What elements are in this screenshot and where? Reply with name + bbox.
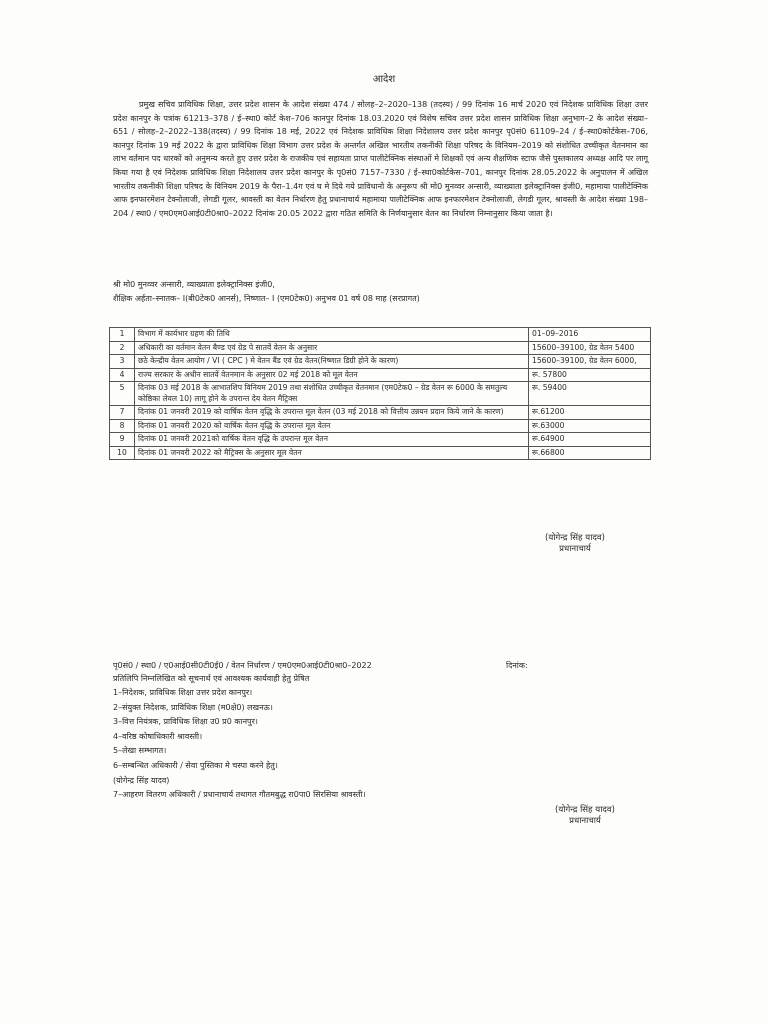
list-item: 1–निदेशक, प्राविधिक शिक्षा उत्तर प्रदेश कानपुर। bbox=[113, 688, 253, 697]
list-item: (योगेन्द्र सिंह यादव) bbox=[113, 775, 170, 785]
row-value: रू. 57800 bbox=[529, 368, 651, 382]
qualification-line: शैक्षिक अर्हता–स्नातक– I(बी0टेक0 आनर्स), निष्णात– I (एम0टेक0) अनुभव 01 वर्ष 08 माह (सरप्रागत) bbox=[113, 294, 420, 303]
copy-reference-number: पृ0सं0 / स्था0 / ए0आई0सी0टी0ई0 / वेतन निर्धारण / एम0एम0आई0टी0श्रा0–2022 bbox=[113, 661, 372, 670]
order-body-paragraph: प्रमुख सचिव प्राविधिक शिक्षा, उत्तर प्रदेश शासन के आदेश संख्या 474 / सोलह–2–2020–138 (तदस्य) / 99 दिनांक 16 मार्च 2020 एवं निदेशक प्राविधिक शिक्षा उत्तर प्रदेश कानपुर के पत्रांक 61213–378 / ई–स्था0 कोर्ट केश–706 कानपुर दिनांक 18.03.2020 एवं विशेष सचिव उत्तर प्रदेश शासन प्राविधिक शिक्षा अनुभाग–2 के आदेश संख्या–651 / सोलह–2–2022–138(तदस्य) / 99 दिनांक 18 मई, 2022 एवं निदेशक प्राविधिक शिक्षा निदेशालय उत्तर प्रदेश कानपुर पृ0सं0 61109–24 / ई–स्था0कोर्टकेस–706, कानपुर दिनांक 19 मई 2022 के द्वारा प्राविधिक शिक्षा विभाग उत्तर प्रदेश के अन्तर्गत अखिल भारतीय तकनीकी शिक्षा परिषद के विनियम–2019 को संशोधित उच्चीकृत वेतनमान का लाभ वर्तमान पद धारकों को अनुमन्य करते हुए उत्तर प्रदेश के राजकीय एवं सहायता प्राप्त पालीटेक्निक संस्थाओं मे शिक्षकों एवं अन्य शैक्षणिक स्टाफ जैसे पुस्तकालय अध्यक्ष आदि पर लागू किया गया है एवं निदेशक प्राविधिक शिक्षा निदेशालय उत्तर प्रदेश कानपुर के पृ0सं0 7157–7330 / ई–स्था0कोर्टकेस–701, कानपुर दिनांक 28.05.2022 के अनुपालन में अखिल भारतीय तकनीकी शिक्षा परिषद के विनियम 2019 के पैरा–1.4ग एवं घ मे दिये गये प्राविधानो के अनुरूप श्री मो0 मुनव्वर अन्सारी, व्याख्याता इलेक्ट्रानिक्स इंजी0, महामाया पालीटेक्निक आफ इनफारमेशन टेक्नोलाजी, लेगडी गूलर, श्रावस्ती का वेतन निर्धारण हेतु प्रधानाचार्य महामाया पालीटेक्निक आफ इनफारमेशन टेक्नोलाजी, लेगडी गूलर, श्रावस्ती के आदेश संख्या 198–204 / स्था0 / एम0एम0आई0टी0श्रा0–2022 दिनांक 20.05 2022 द्वारा गठित समिति के निर्णयानुसार वेतन का निर्धारण निम्नानुसार किया जाता है। bbox=[113, 100, 648, 218]
table-row bbox=[110, 406, 651, 420]
row-serial: 8 bbox=[110, 419, 135, 433]
list-item: 4–वरिष्ठ कोषाधिकारी श्रावस्ती। bbox=[113, 731, 203, 741]
copy-reference-line bbox=[113, 660, 653, 671]
signature-block-1 bbox=[520, 532, 630, 554]
row-value: 01–09–2016 bbox=[529, 328, 651, 342]
row-item: दिनांक 01 जनवरी 2021को वार्षिक वेतन वृद्धि के उपरान्त मूल वेतन bbox=[135, 433, 529, 447]
row-item: दिनांक 01 जनवरी 2020 को वार्षिक वेतन वृद्धि के उपरान्त मूल वेतन bbox=[135, 419, 529, 433]
table-row bbox=[110, 419, 651, 433]
table-row bbox=[110, 341, 651, 355]
list-item: 3–वित्त नियंत्रक, प्राविधिक शिक्षा उ0 प्र0 कानपुर। bbox=[113, 717, 258, 727]
row-item: छठे केन्द्रीय वेतन आयोग / VI ( CPC ) मे वेतन बैंड एवं ग्रेड वेतन(निष्णात डिग्री होने के कारण) bbox=[135, 355, 529, 369]
row-serial: 2 bbox=[110, 341, 135, 355]
row-item: दिनांक 01 जनवरी 2022 को मैट्रिक्स के अनुसार मूल वेतन bbox=[135, 446, 529, 460]
row-serial: 1 bbox=[110, 328, 135, 342]
signatory-name: (योगेन्द्र सिंह यादव) bbox=[545, 533, 605, 543]
row-value: 15600–39100, ग्रेड वेतन 5400 bbox=[529, 341, 651, 355]
row-value: रू.64900 bbox=[529, 433, 651, 447]
signatory-designation: प्रधानाचार्य bbox=[559, 544, 591, 554]
list-item: 6–सम्बन्धित अधिकारी / सेवा पुस्तिका मे चस्पा करने हेतु। bbox=[113, 760, 278, 770]
order-heading: आदेश bbox=[372, 74, 396, 85]
row-serial: 10 bbox=[110, 446, 135, 460]
copy-date-label: दिनांक: bbox=[506, 661, 528, 670]
table-row bbox=[110, 328, 651, 342]
row-serial: 4 bbox=[110, 368, 135, 382]
signature-block-2 bbox=[530, 804, 640, 826]
signatory-designation: प्रधानाचार्य bbox=[569, 816, 601, 826]
row-value: रू. 59400 bbox=[529, 382, 651, 406]
copy-recipient-list bbox=[113, 686, 633, 803]
row-item: विभाग में कार्यभार ग्रहण की तिथि bbox=[135, 328, 529, 342]
row-serial: 5 bbox=[110, 382, 135, 406]
row-value: रू.61200 bbox=[529, 406, 651, 420]
row-value: रू.63000 bbox=[529, 419, 651, 433]
list-item: 2–संयुक्त निदेशक, प्राविधिक शिक्षा (म0क्षे0) लखनऊ। bbox=[113, 702, 273, 712]
signatory-name: (योगेन्द्र सिंह यादव) bbox=[555, 805, 615, 815]
row-serial: 7 bbox=[110, 406, 135, 420]
row-item: राज्य सरकार के अधीन सातवें वेतनमान के अनुसार 02 मई 2018 को मूल वेतन bbox=[135, 368, 529, 382]
list-item: 7–आहरण वितरण अधिकारी / प्रधानाचार्य तथागत गौतमबुद्ध रा0पा0 सिरसिया श्रावस्ती। bbox=[113, 790, 366, 800]
row-serial: 9 bbox=[110, 433, 135, 447]
list-item: 5–लेखा सम्भागत। bbox=[113, 746, 167, 756]
row-item: दिनांक 03 मई 2018 के आभातशिप विनियम 2019 तथा संशोधित उच्चीकृत वेतनमान (एम0टेक0 – ग्रेड वेतन रू 6000 के समतुल्य कोष्ठिका लेवल 10) लागू होने के उपरान्त देय वेतन मैट्रिक्स bbox=[135, 382, 529, 406]
row-value: 15600–39100, ग्रेड वेतन 6000, bbox=[529, 355, 651, 369]
row-item: अधिकारी का वर्तमान वेतन बैण्ड एवं ग्रेड पे सातवें वेतन के अनुसार bbox=[135, 341, 529, 355]
table-row bbox=[110, 433, 651, 447]
row-value: रू.66800 bbox=[529, 446, 651, 460]
table-row bbox=[110, 355, 651, 369]
employee-line: श्री मो0 मुनव्वर अन्सारी, व्याख्याता इलेक्ट्रानिक्स इंजी0, bbox=[113, 280, 275, 289]
row-item: दिनांक 01 जनवरी 2019 को वार्षिक वेतन वृद्धि के उपरान्त मूल वेतन (03 मई 2018 को वित्तीय उन्नयन प्रदान किये जाने के कारण) bbox=[135, 406, 529, 420]
row-serial: 3 bbox=[110, 355, 135, 369]
copy-intro: प्रतिलिपि निम्नलिखित को सूचनार्थ एवं आवश्यक कार्यवाही हेतु प्रेषित bbox=[113, 674, 310, 683]
table-row bbox=[110, 382, 651, 406]
pay-fixation-table bbox=[109, 327, 651, 460]
table-row bbox=[110, 368, 651, 382]
table-row bbox=[110, 446, 651, 460]
